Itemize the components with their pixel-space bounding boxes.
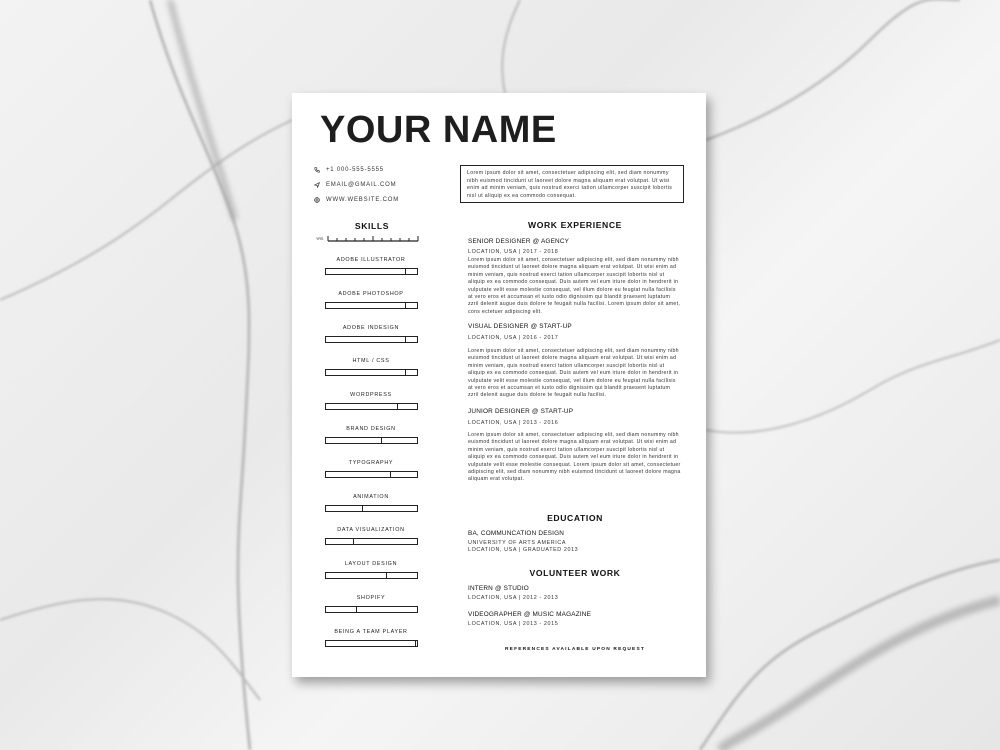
skill-bar-fill — [326, 539, 354, 544]
send-icon — [314, 182, 320, 188]
school-name: UNIVERSITY OF ARTS AMERICA — [468, 540, 567, 546]
skill-label: BRAND DESIGN — [346, 426, 396, 432]
references-note: REFERENCES AVAILABLE UPON REQUEST — [505, 647, 645, 652]
skill-bar — [325, 403, 418, 410]
contact-text: EMAIL@GMAIL.COM — [326, 182, 397, 188]
contact-phone — [314, 167, 384, 173]
skill-label: TYPOGRAPHY — [348, 459, 394, 466]
job-description: Lorem ipsum dolor sit amet, consectetuer adipiscing elit, sed diam nonummy nibh euismod tincidunt ut laoreet dolore magna aliquam erat volutpat. Ut wisi enim ad minim veniam, quis nostrud exerci tation ullamcorper suscipit lobortis nisl ut aliquip ex ea commodo consequat. Duis autem vel eum iriure dolor in hendrerit in vulputate velit esse molestie consequat, vel illum dolore eu feugiat nulla facilisis at vero eros et accumsan et iusto odio dignissim qui blandit praesent luptatum zzril delenit augue duis dolore te feugait nulla facilisi. Lorem ipsum dolor sit amet, cons ectetuer adipiscing elit. — [468, 257, 681, 315]
skill-bar — [325, 302, 418, 309]
resume-page — [292, 93, 706, 677]
job-location: LOCATION, USA | 2016 - 2017 — [468, 335, 559, 341]
globe-icon — [314, 197, 320, 203]
skill-bar-fill — [326, 573, 388, 578]
volunteer-location: LOCATION, USA | 2013 - 2015 — [468, 621, 559, 627]
skill-label: LAYOUT DESIGN — [344, 561, 398, 568]
skill-item — [312, 426, 430, 444]
contact-text: +1 000-555-5555 — [326, 167, 384, 173]
resume-name: YOUR NAME — [320, 109, 557, 151]
skill-item — [312, 595, 430, 613]
work-experience-heading: WORK EXPERIENCE — [528, 220, 622, 230]
skills-heading: SKILLS — [354, 221, 390, 231]
job-title: JUNIOR DESIGNER @ START-UP — [468, 408, 574, 415]
years-scale-label: YRS — [316, 237, 324, 241]
skill-bar — [325, 505, 418, 512]
skill-label: SHOPIFY — [356, 595, 386, 601]
skill-bar-fill — [326, 641, 416, 646]
skill-bar-fill — [326, 269, 406, 274]
skill-label: ADOBE ILLUSTRATOR — [336, 257, 406, 263]
job-description: Lorem ipsum dolor sit amet, consectetuer adipiscing elit, sed diam nonummy nibh euismod tincidunt ut laoreet dolore magna aliquam erat volutpat. Ut wisi enim ad minim veniam, quis nostrud exerci tation ullamcorper suscipit lobortis nisl ut aliquip ex ea commodo consequat. Duis autem vel eum iriure dolor in hendrerit in vulputate velit esse molestie consequat, vel illum dolore eu feugiat nulla facilisis at vero eros et accumsan et iusto odio dignissim qui blandit praesent luptatum zzril delenit augue duis dolore te feugait nulla facilisi. — [468, 348, 679, 399]
skill-label: WORDPRESS — [350, 392, 392, 399]
skill-label: ADOBE PHOTOSHOP — [338, 290, 404, 297]
skill-item — [312, 629, 430, 647]
contact-text: WWW.WEBSITE.COM — [326, 197, 399, 203]
skill-item — [312, 460, 430, 478]
skill-label: ANIMATION — [353, 493, 389, 500]
skill-bar — [325, 572, 418, 579]
job-title: VISUAL DESIGNER @ START-UP — [468, 323, 572, 330]
skill-bar — [325, 369, 418, 376]
skill-item — [312, 392, 430, 410]
skill-bar — [325, 640, 418, 647]
skill-item — [312, 561, 430, 579]
skill-bar-fill — [326, 337, 406, 342]
school-location: LOCATION, USA | GRADUATED 2013 — [468, 547, 579, 553]
skill-bar-fill — [326, 506, 363, 511]
skill-item — [312, 527, 430, 545]
skill-bar — [325, 268, 418, 275]
skill-bar-fill — [326, 303, 406, 308]
volunteer-title: VIDEOGRAPHER @ MUSIC MAGAZINE — [468, 611, 592, 618]
skill-item — [312, 494, 430, 512]
volunteer-location: LOCATION, USA | 2012 - 2013 — [468, 595, 559, 601]
skill-label: BEING A TEAM PLAYER — [334, 628, 408, 635]
skill-label: HTML / CSS — [352, 358, 390, 365]
skill-bar-fill — [326, 438, 382, 443]
skill-bar — [325, 538, 418, 545]
degree: BA, COMMUNCATION DESIGN — [468, 530, 565, 537]
skill-bar — [325, 471, 418, 478]
skill-bar-fill — [326, 370, 406, 375]
skill-label: DATA VISUALIZATION — [337, 527, 405, 534]
skill-item — [312, 358, 430, 376]
skill-bar — [325, 606, 418, 613]
skill-label: ADOBE INDESIGN — [342, 324, 400, 331]
skill-item — [312, 325, 430, 343]
phone-icon — [314, 167, 320, 173]
contact-email — [314, 182, 396, 188]
skill-bar — [325, 336, 418, 343]
skill-bar-fill — [326, 472, 392, 477]
skill-bar-fill — [326, 404, 399, 409]
education-heading: EDUCATION — [547, 513, 603, 523]
job-title: SENIOR DESIGNER @ AGENCY — [468, 238, 570, 245]
skill-bar — [325, 437, 418, 444]
volunteer-heading: VOLUNTEER WORK — [529, 568, 621, 578]
contact-website — [314, 197, 399, 203]
years-scale-ruler — [316, 233, 420, 245]
skill-bar-fill — [326, 607, 358, 612]
skill-item — [312, 291, 430, 309]
job-location: LOCATION, USA | 2017 - 2018 — [468, 249, 559, 255]
job-description: Lorem ipsum dolor sit amet, consectetuer adipiscing elit, sed diam nonummy nibh euismod tincidunt ut laoreet dolore magna aliquam erat volutpat. Ut wisi enim ad minim veniam, quis nostrud exerci tation ullamcorper suscipit lobortis nisl ut aliquip ex ea commodo consequat. Duis autem vel eum iriure dolor in hendrerit in vulputate velit esse molestie consequat. Lorem ipsum dolor sit amet, consectetuer adipiscing elit, sed diam nonummy nibh euismod tincidunt ut laoreet dolore magna aliquam erat volutpat. — [468, 432, 681, 483]
summary-box: Lorem ipsum dolor sit amet, consectetuer adipiscing elit, sed diam nonummy nibh euismod tincidunt ut laoreet dolore magna aliquam erat volutpat. Ut wisi enim ad minim veniam, quis nostrud exerci tation ullamcorper suscipit lobortis nisl ut aliquip ex ea commodo consequat. — [460, 165, 684, 203]
job-location: LOCATION, USA | 2013 - 2016 — [468, 420, 559, 426]
volunteer-title: INTERN @ STUDIO — [468, 585, 529, 592]
skill-item — [312, 257, 430, 275]
